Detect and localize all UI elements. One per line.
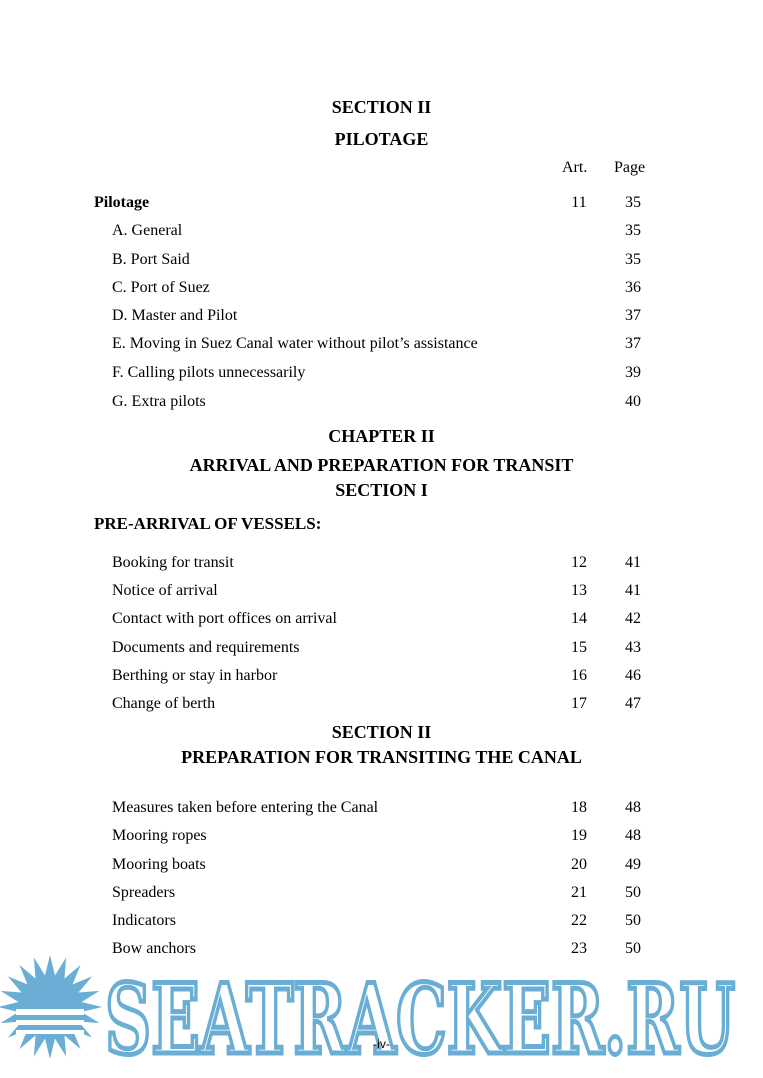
entry-page: 35	[625, 251, 641, 268]
entry-label: Change of berth	[112, 695, 216, 712]
page-number: -iv-	[373, 1037, 390, 1051]
entry-page: 37	[625, 307, 641, 324]
toc-entry	[0, 825, 763, 847]
entry-art: 12	[571, 554, 587, 571]
entry-label: Indicators	[112, 912, 176, 929]
toc-entry	[0, 580, 763, 602]
entry-label: Measures taken before entering the Canal	[112, 799, 379, 816]
entry-label: Mooring ropes	[112, 827, 207, 844]
entry-label: Berthing or stay in harbor	[112, 667, 278, 684]
pre-arrival-heading: PRE-ARRIVAL OF VESSELS:	[94, 514, 322, 533]
entry-page: 35	[625, 194, 641, 211]
entry-page: 35	[625, 222, 641, 239]
entry-label: D. Master and Pilot	[112, 307, 238, 324]
entry-label: G. Extra pilots	[112, 393, 206, 410]
entry-label: E. Moving in Suez Canal water without pilot’s assistance	[112, 335, 478, 352]
entry-art: 13	[571, 582, 587, 599]
entry-label: Spreaders	[112, 884, 176, 901]
toc-entry	[0, 882, 763, 904]
entry-label: Notice of arrival	[112, 582, 218, 599]
toc-entry	[0, 910, 763, 932]
entry-label: Pilotage	[94, 194, 150, 211]
toc-entry	[0, 277, 763, 299]
chapter-subtitle: ARRIVAL AND PREPARATION FOR TRANSIT	[189, 455, 574, 475]
entry-page: 50	[625, 940, 641, 957]
entry-art: 19	[571, 827, 587, 844]
entry-art: 20	[571, 856, 587, 873]
entry-page: 39	[625, 364, 641, 381]
entry-art: 18	[571, 799, 587, 816]
entry-art: 11	[571, 194, 587, 211]
entry-label: Contact with port offices on arrival	[112, 610, 337, 627]
toc-entry	[0, 854, 763, 876]
toc-entry	[0, 608, 763, 630]
toc-entry	[0, 362, 763, 384]
toc-entry	[0, 249, 763, 271]
entry-art: 14	[571, 610, 587, 627]
toc-entry	[0, 637, 763, 659]
entry-page: 46	[625, 667, 641, 684]
toc-entry	[0, 797, 763, 819]
entry-page: 43	[625, 639, 641, 656]
entry-page: 48	[625, 827, 641, 844]
page-column-header: Page	[614, 159, 646, 176]
entry-page: 42	[625, 610, 641, 627]
section-title: SECTION I	[335, 480, 428, 500]
entry-label: Mooring boats	[112, 856, 206, 873]
entry-page: 50	[625, 884, 641, 901]
chapter-title: CHAPTER II	[328, 426, 435, 446]
section-subtitle: PILOTAGE	[334, 129, 429, 149]
entry-label: B. Port Said	[112, 251, 190, 268]
entry-art: 21	[571, 884, 587, 901]
art-column-header: Art.	[562, 159, 588, 176]
entry-label: C. Port of Suez	[112, 279, 210, 296]
entry-art: 16	[571, 667, 587, 684]
entry-art: 17	[571, 695, 587, 712]
entry-label: Documents and requirements	[112, 639, 300, 656]
toc-entry	[0, 220, 763, 242]
watermark-text: SEATRACKER.RU	[105, 963, 735, 1065]
entry-page: 41	[625, 582, 641, 599]
section-subtitle: PREPARATION FOR TRANSITING THE CANAL	[181, 747, 582, 767]
entry-page: 40	[625, 393, 641, 410]
entry-art: 23	[571, 940, 587, 957]
entry-page: 36	[625, 279, 641, 296]
entry-label: Bow anchors	[112, 940, 196, 957]
toc-entry-pilotage	[0, 192, 763, 214]
toc-entry	[0, 333, 763, 355]
section-title: SECTION II	[331, 722, 432, 742]
toc-entry	[0, 391, 763, 413]
entry-art: 22	[571, 912, 587, 929]
entry-page: 49	[625, 856, 641, 873]
toc-entry	[0, 665, 763, 687]
section-title: SECTION II	[331, 97, 432, 117]
toc-entry	[0, 305, 763, 327]
toc-entry	[0, 552, 763, 574]
entry-label: Booking for transit	[112, 554, 234, 571]
entry-page: 37	[625, 335, 641, 352]
entry-label: F. Calling pilots unnecessarily	[112, 364, 306, 381]
column-headers	[0, 157, 763, 179]
toc-entry	[0, 693, 763, 715]
entry-page: 41	[625, 554, 641, 571]
entry-page: 50	[625, 912, 641, 929]
entry-label: A. General	[112, 222, 183, 239]
entry-page: 47	[625, 695, 641, 712]
entry-page: 48	[625, 799, 641, 816]
entry-art: 15	[571, 639, 587, 656]
